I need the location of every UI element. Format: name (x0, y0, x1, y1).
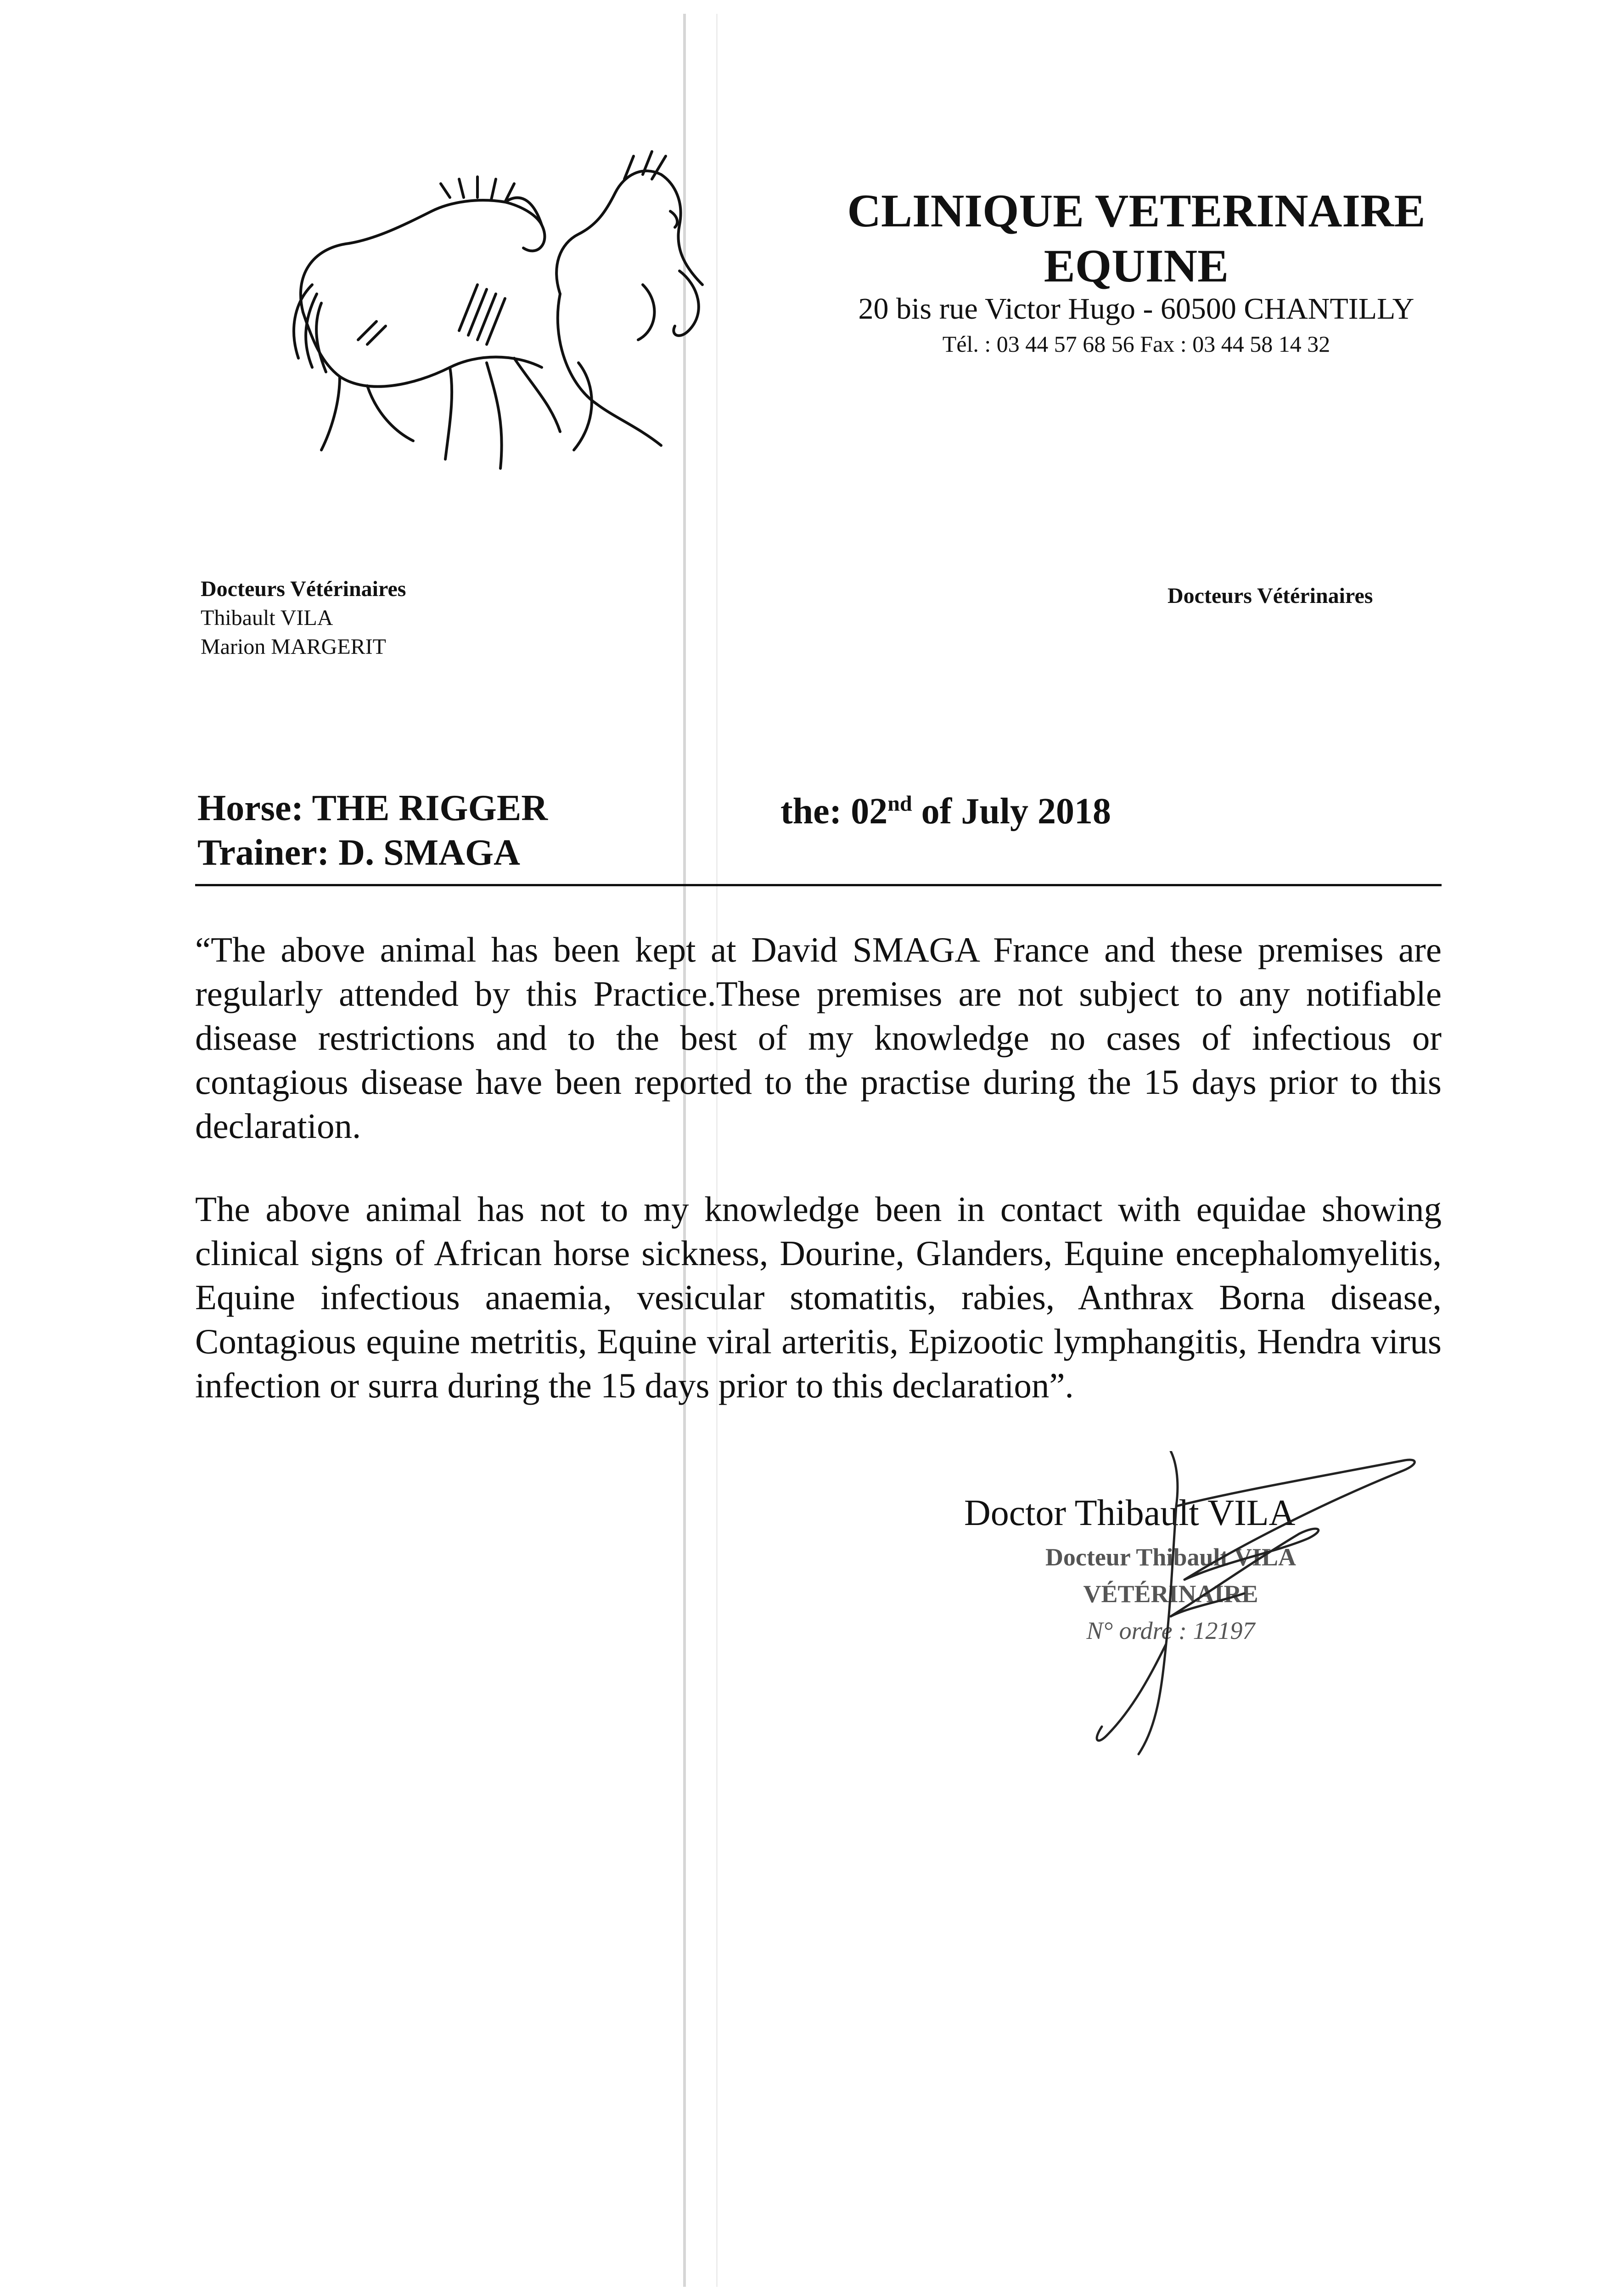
date-prefix: the: 02 (780, 791, 888, 832)
vet-name: Marion MARGERIT (201, 635, 386, 659)
header-divider (195, 884, 1442, 886)
handwritten-signature-icon (1070, 1451, 1437, 1773)
date-ordinal-suffix: nd (887, 791, 912, 816)
clinic-phone-fax: Tél. : 03 44 57 68 56 Fax : 03 44 58 14 32 (942, 331, 1330, 357)
horse-sketch-icon (275, 147, 716, 496)
scan-fold-line (716, 14, 718, 2287)
stamp-title: VÉTÉRINAIRE (1083, 1580, 1258, 1608)
vets-heading-right: Docteurs Vétérinaires (1167, 584, 1373, 608)
vets-heading-left: Docteurs Vétérinaires (201, 577, 406, 601)
signatory-name: Doctor Thibault VILA (964, 1493, 1296, 1533)
certificate-date (780, 791, 1111, 833)
declaration-paragraph-2: The above animal has not to my knowledge been in contact with equidae showing clinical signs of African horse sickness, Dourine, Glanders, Equine encephalomyelitis, Equine infectious anaemia, vesicular stomatitis, rabies, Anthrax Borna disease, Contagious equine metritis, Equine viral arteritis, Epizootic lymphangitis, Hendra virus infection or surra during the 15 days prior to this declaration”. (195, 1189, 1442, 1405)
clinic-name-line2: EQUINE (1044, 240, 1229, 292)
vet-name: Thibault VILA (201, 606, 333, 630)
stamp-order-number: N° ordre : 12197 (1086, 1617, 1255, 1644)
date-rest: of July 2018 (912, 791, 1111, 832)
horse-name: Horse: THE RIGGER (197, 788, 548, 828)
clinic-address: 20 bis rue Victor Hugo - 60500 CHANTILLY (858, 292, 1414, 326)
declaration-paragraph-1: “The above animal has been kept at David SMAGA France and these premises are regularly attended by this Practice.These premises are not subject to any notifiable disease restrictions and to the best of my knowledge no cases of infectious or contagious disease have been reported to the practise during the 15 days prior to this declaration. (195, 930, 1442, 1146)
trainer-name: Trainer: D. SMAGA (197, 833, 520, 873)
stamp-vet-name: Docteur Thibault VILA (1045, 1543, 1296, 1571)
clinic-name: CLINIQUE VETERINAIRE (847, 185, 1426, 237)
